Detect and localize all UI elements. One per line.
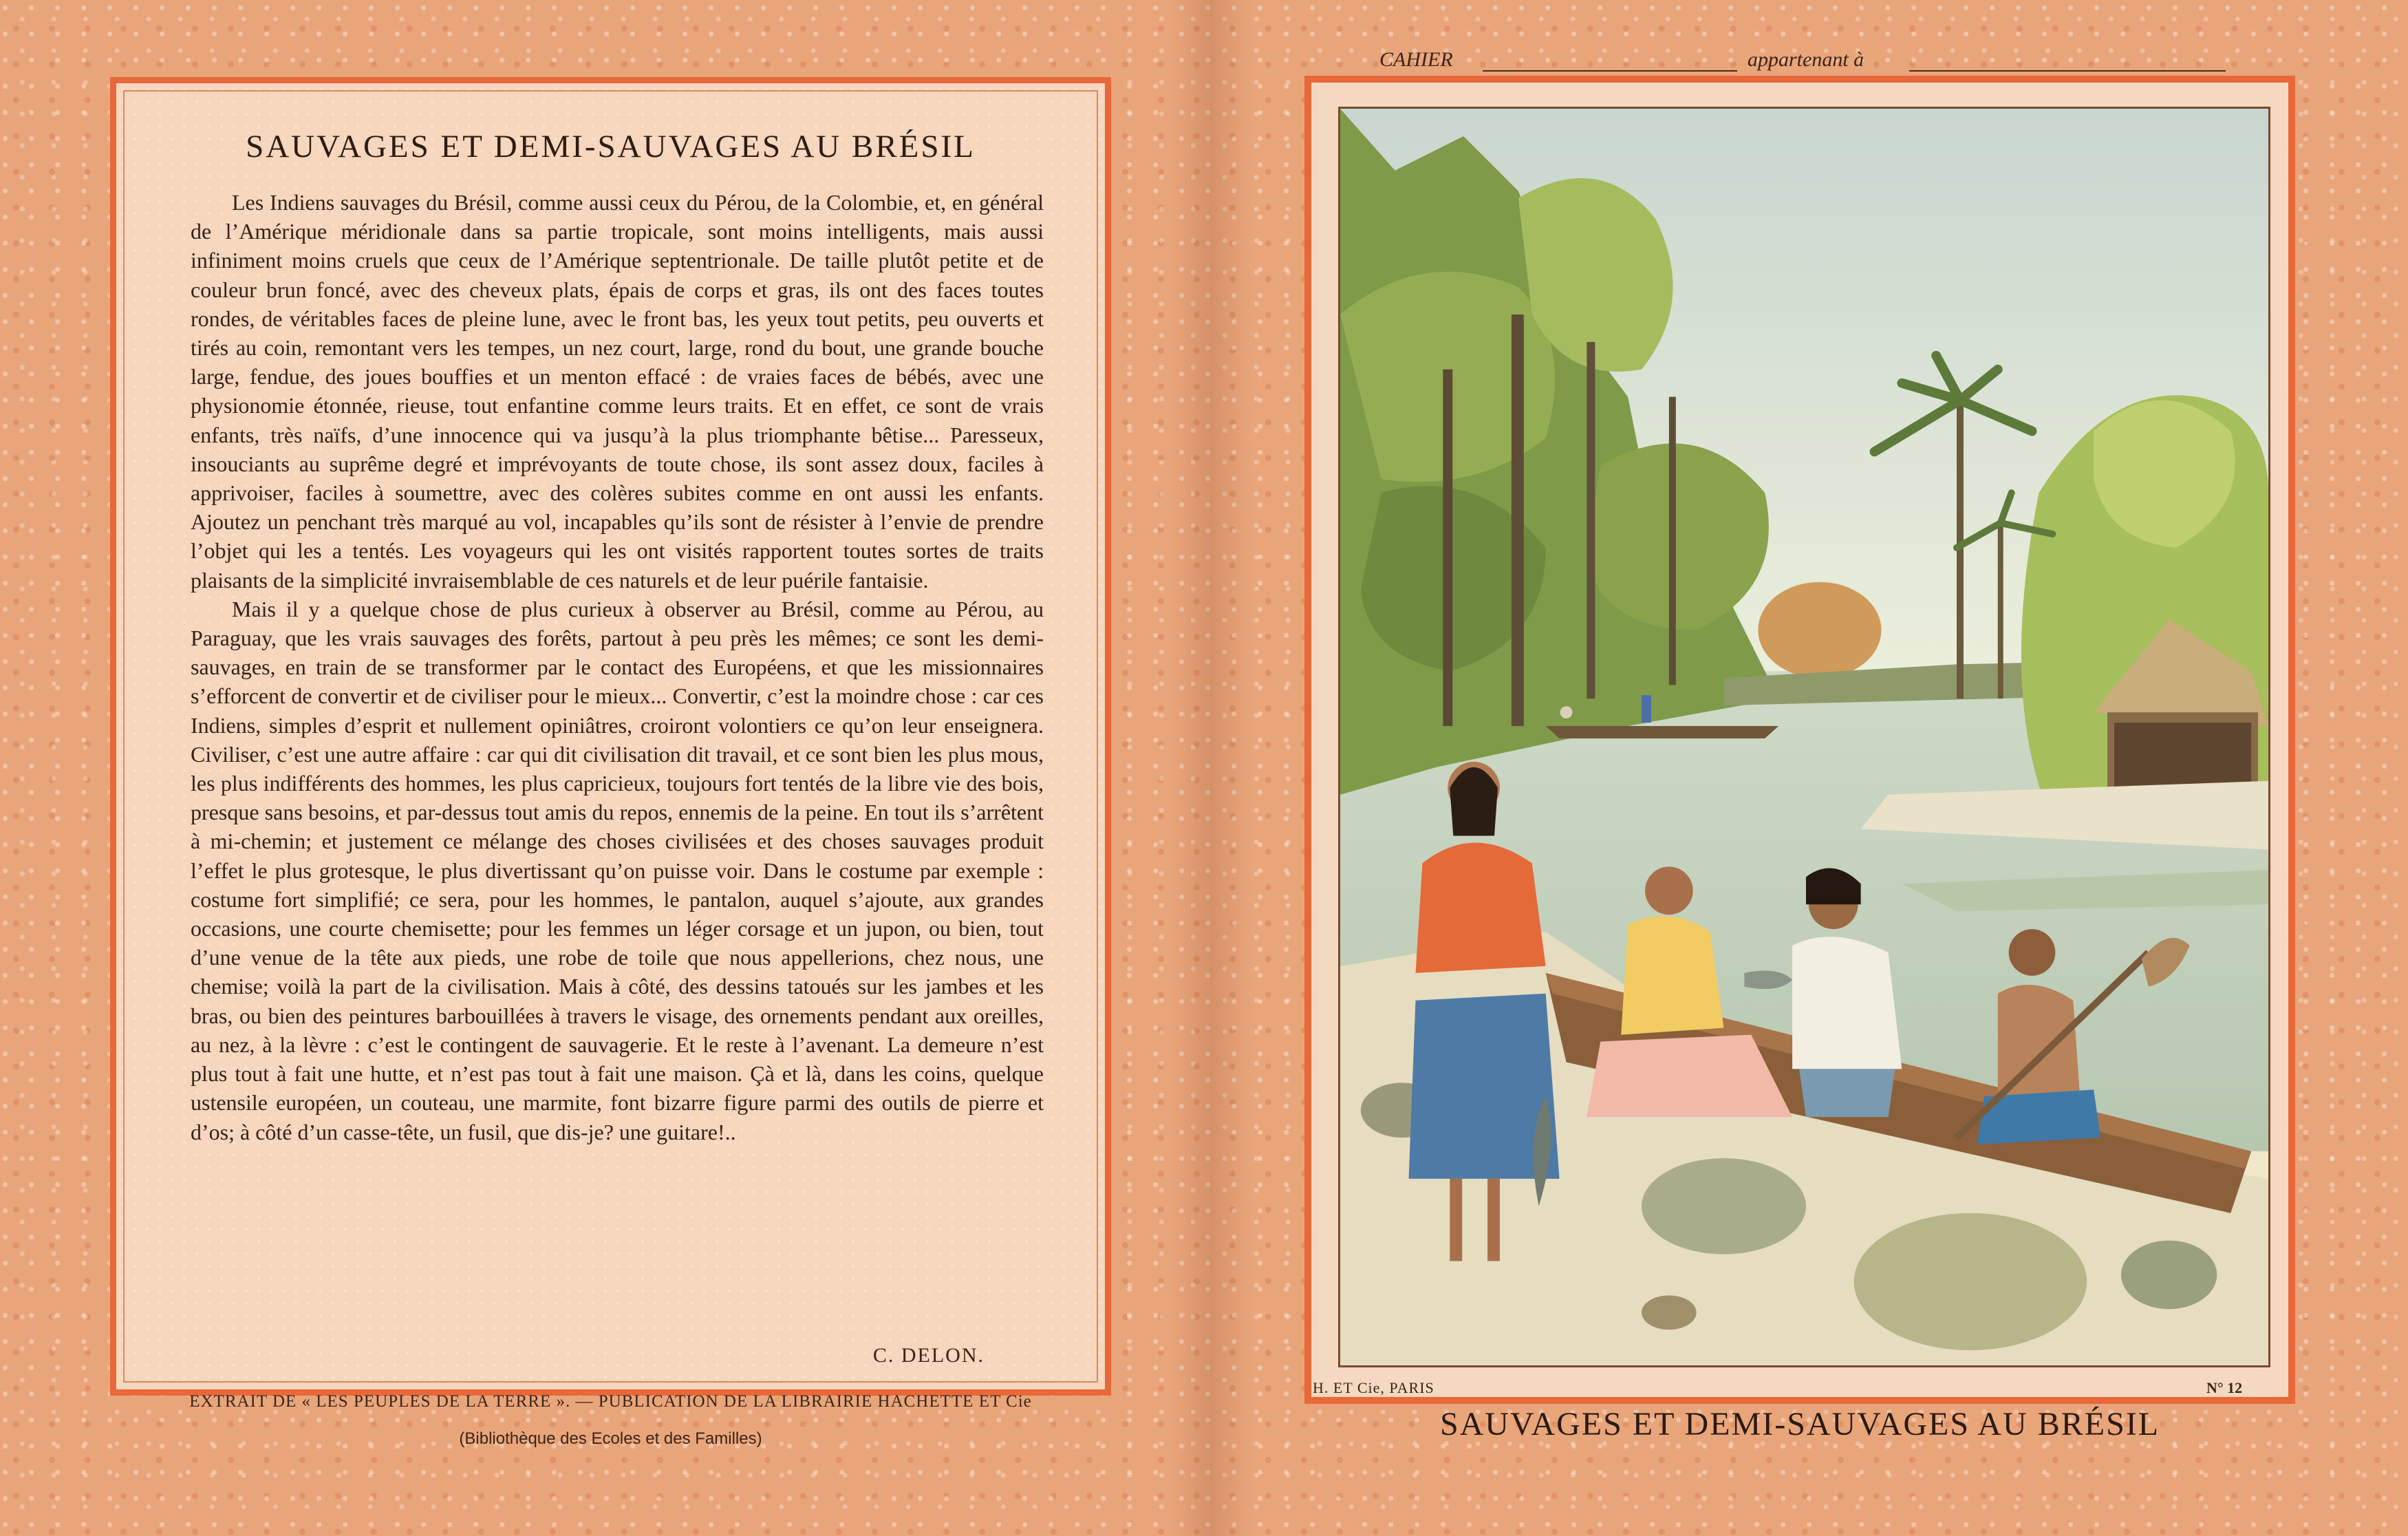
article-body — [191, 188, 1044, 1146]
book-spine-shadow — [1170, 0, 1252, 1536]
illustration — [1338, 107, 2270, 1367]
source-subtitle: (Bibliothèque des Ecoles et des Familles) — [459, 1429, 762, 1448]
paragraph-1: Les Indiens sauvages du Brésil, comme aussi ceux du Pérou, de la Colombie, et, en général de l’Amérique méridionale dans sa partie tropicale, sont moins intelligents, mais aussi infiniment moins cruels que ceux de l’Amérique septentrionale. De taille plutôt petite et de couleur brun foncé, avec des cheveux plats, épais de corps et gras, ils ont des faces toutes rondes, de véritables faces de pleine lune, avec le front bas, les yeux tout petits, peu ouverts et tirés au coin, remontant vers les tempes, un nez court, large, rond du bout, une grande bouche large, fendue, des joues bouffies et un menton effacé : de vraies faces de bébés, avec une physionomie étonnée, rieuse, tout enfantine comme leurs traits. Et en effet, ce sont de vrais enfants, très naïfs, d’une innocence qui va jusqu’à la plus triomphante bêtise... Paresseux, insouciants au suprême degré et imprévoyants de toute chose, ils sont assez doux, faciles à apprivoiser, faciles à soumettre, avec des colères subites comme en ont aussi les enfants. Ajoutez un penchant très marqué au vol, incapables qu’ils sont de résister à l’envie de prendre l’objet qui les a tentés. Les voyageurs qui les ont visités rapportent toutes sortes de traits plaisants de la simplicité invraisemblable de ces naturels et de leur puérile fantaisie. — [191, 190, 1044, 593]
cover-title: SAUVAGES ET DEMI-SAUVAGES AU BRÉSIL — [1439, 1406, 2160, 1442]
appartenant-label: appartenant à — [1748, 48, 1864, 71]
series-number: N° 12 — [2206, 1379, 2243, 1396]
paragraph-2: Mais il y a quelque chose de plus curieux à observer au Brésil, comme au Pérou, au Paraguay, que les vrais sauvages des forêts, partout à peu près les mêmes; ce sont les demi-sauvages, en train de se transformer par le contact des Européens, et que les missionnaires s’efforcent de convertir et de civiliser pour le mieux... Convertir, c’est la moindre chose : car ces Indiens, simples d’esprit et nullement opiniâtres, croiront volontiers ce qu’on leur enseignera. Civiliser, c’est une autre affaire : car qui dit civilisation dit travail, et ce sont bien les plus mous, les plus indifférents des hommes, les plus capricieux, toujours fort tentés de la libre vie des bois, presque sans besoins, et par-dessus tout amis du repos, ennemis de la peine. En tout ils s’arrêtent à mi-chemin; et justement ce mélange des choses civilisées et des choses sauvages produit l’effet le plus grotesque, le plus divertissant qu’on puisse voir. Dans le costume par exemple : costume fort simplifié; ce sera, pour les hommes, le pantalon, auquel s’ajoute, aux grandes occasions, une courte chemisette; pour les femmes un léger corsage et un jupon, ou bien, tout d’une venue de la tête aux pieds, une robe de toile que nous appellerions, chez nous, une chemise; voilà la part de la civilisation. Mais à côté, des dessins tatoués sur les jambes et les bras, ou bien des peintures barbouillées à travers le visage, des ornements pendant aux oreilles, au nez, à la lèvre : c’est le contingent de sauvagerie. Et le reste à l’avenant. La demeure n’est plus tout à fait une hutte, et n’est pas tout à fait une maison. Çà et là, dans les coins, quelque ustensile européen, un couteau, une marmite, font bizarre figure parmi des outils de pierre et d’os; à côté d’un casse-tête, un fusil, que dis-je? une guitare!.. — [191, 596, 1044, 1144]
river-scene-picture — [1340, 109, 2268, 1365]
publisher-imprint: H. ET Cie, PARIS — [1313, 1379, 1434, 1396]
cahier-label: CAHIER — [1379, 48, 1453, 71]
panel-title: SAUVAGES ET DEMI-SAUVAGES AU BRÉSIL — [246, 129, 976, 164]
source-extract: EXTRAIT DE « LES PEUPLES DE LA TERRE ». — PUBLICATION DE LA LIBRAIRIE HACHETTE ET Cie — [189, 1392, 1032, 1411]
owner-line — [1379, 48, 2233, 76]
name-rule[interactable] — [1483, 70, 1737, 72]
owner-rule[interactable] — [1909, 70, 2226, 72]
text-panel — [110, 77, 1111, 1448]
author-signature: C. DELON. — [872, 1344, 985, 1367]
